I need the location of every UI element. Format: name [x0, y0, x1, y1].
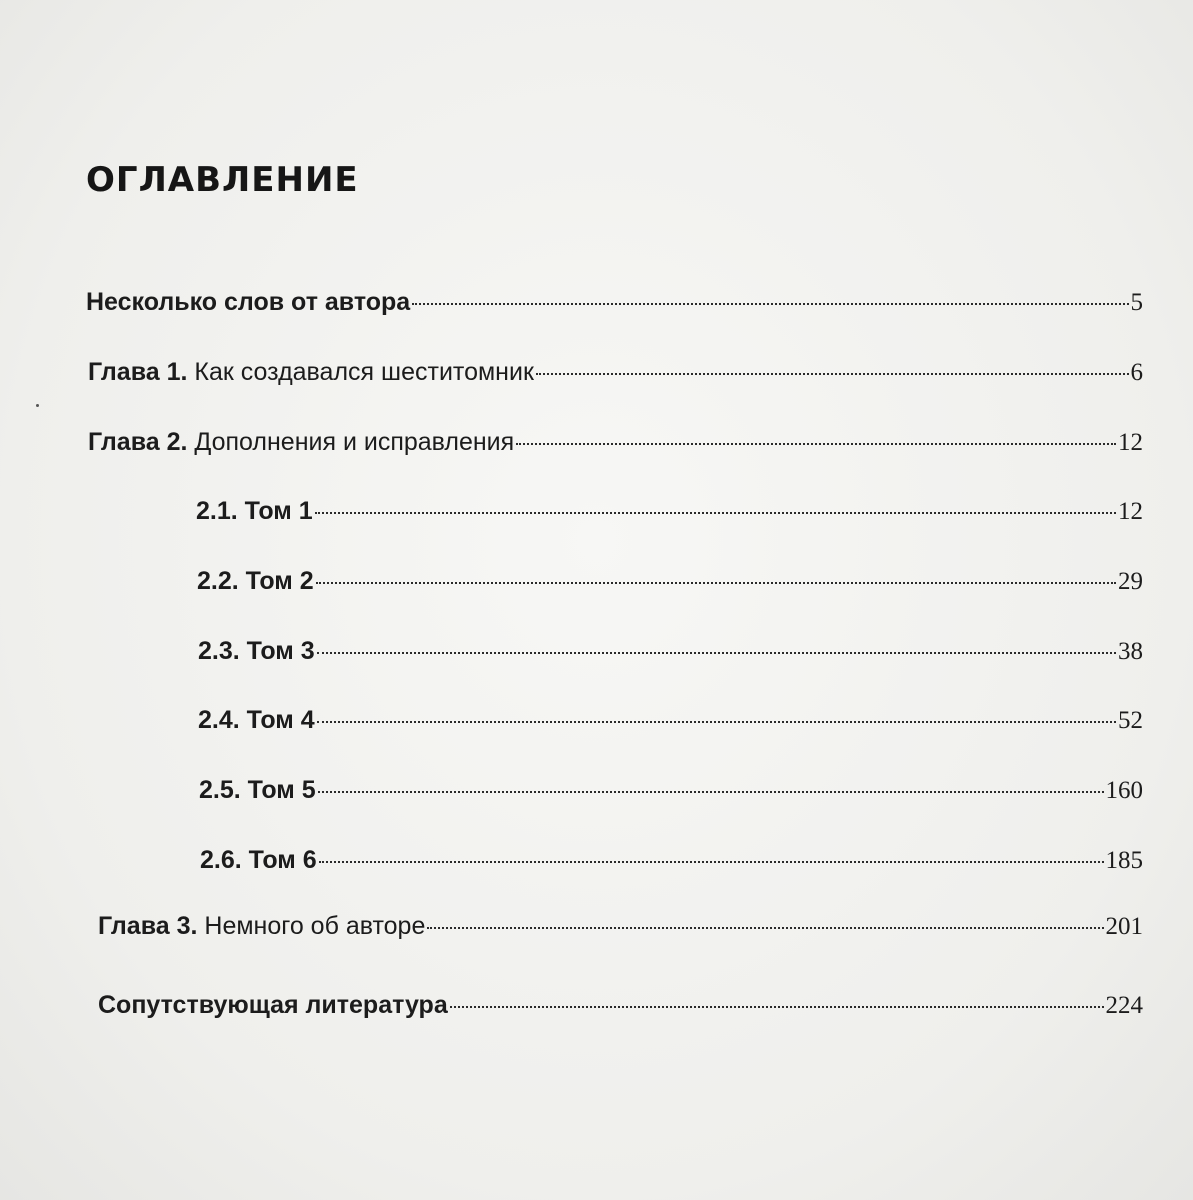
toc-entry-chapter-1[interactable]: [88, 358, 1143, 387]
toc-page-number: 52: [1118, 707, 1143, 734]
toc-label: 2.6. Том 6: [200, 846, 317, 874]
toc-entry-preface[interactable]: [86, 288, 1143, 317]
dot-leader: [319, 861, 1104, 863]
toc-entry-2-3[interactable]: [198, 637, 1143, 666]
dot-leader: [450, 1006, 1104, 1008]
stray-ink-dot: [36, 404, 39, 407]
toc-entry-chapter-2[interactable]: [88, 428, 1143, 457]
toc-entry-2-5[interactable]: [199, 776, 1143, 805]
dot-leader: [536, 373, 1129, 375]
toc-entry-2-6[interactable]: [200, 846, 1143, 875]
toc-page-number: 160: [1105, 777, 1143, 804]
toc-page-number: 38: [1118, 638, 1143, 665]
toc-label-text: Дополнения и исправления: [187, 428, 515, 456]
toc-entry-2-2[interactable]: [197, 567, 1143, 596]
toc-entry-2-1[interactable]: [196, 497, 1143, 526]
toc-label: 2.1. Том 1: [196, 497, 313, 525]
toc-label: 2.2. Том 2: [197, 567, 314, 595]
dot-leader: [316, 582, 1116, 584]
dot-leader: [317, 721, 1116, 723]
toc-page-number: 5: [1130, 289, 1143, 316]
toc-label: Глава 2.: [88, 428, 188, 456]
toc-label-text: Немного об авторе: [197, 912, 426, 940]
dot-leader: [315, 512, 1116, 514]
toc-label: 2.3. Том 3: [198, 637, 315, 665]
toc-label: 2.4. Том 4: [198, 706, 315, 734]
toc-entry-chapter-3[interactable]: [98, 912, 1143, 941]
toc-page-number: 29: [1118, 568, 1143, 595]
toc-label-text: Как создавался шеститомник: [187, 358, 534, 386]
toc-entry-2-4[interactable]: [198, 706, 1143, 735]
toc-page-number: 224: [1105, 992, 1143, 1019]
dot-leader: [412, 303, 1128, 305]
toc-entry-literature[interactable]: [98, 991, 1143, 1020]
dot-leader: [427, 927, 1103, 929]
dot-leader: [317, 652, 1116, 654]
toc-page-number: 185: [1105, 847, 1143, 874]
page-title: ОГЛАВЛЕНИЕ: [86, 160, 359, 200]
dot-leader: [516, 443, 1116, 445]
toc-label: Несколько слов от автора: [86, 288, 411, 316]
toc-page-number: 201: [1105, 913, 1143, 940]
toc-page-number: 12: [1118, 498, 1143, 525]
dot-leader: [318, 791, 1104, 793]
toc-page-number: 12: [1118, 429, 1143, 456]
toc-label: 2.5. Том 5: [199, 776, 316, 804]
toc-label: Глава 1.: [88, 358, 188, 386]
toc-page-number: 6: [1130, 359, 1143, 386]
toc-label: Сопутствующая литература: [98, 991, 448, 1019]
toc-label: Глава 3.: [98, 912, 198, 940]
